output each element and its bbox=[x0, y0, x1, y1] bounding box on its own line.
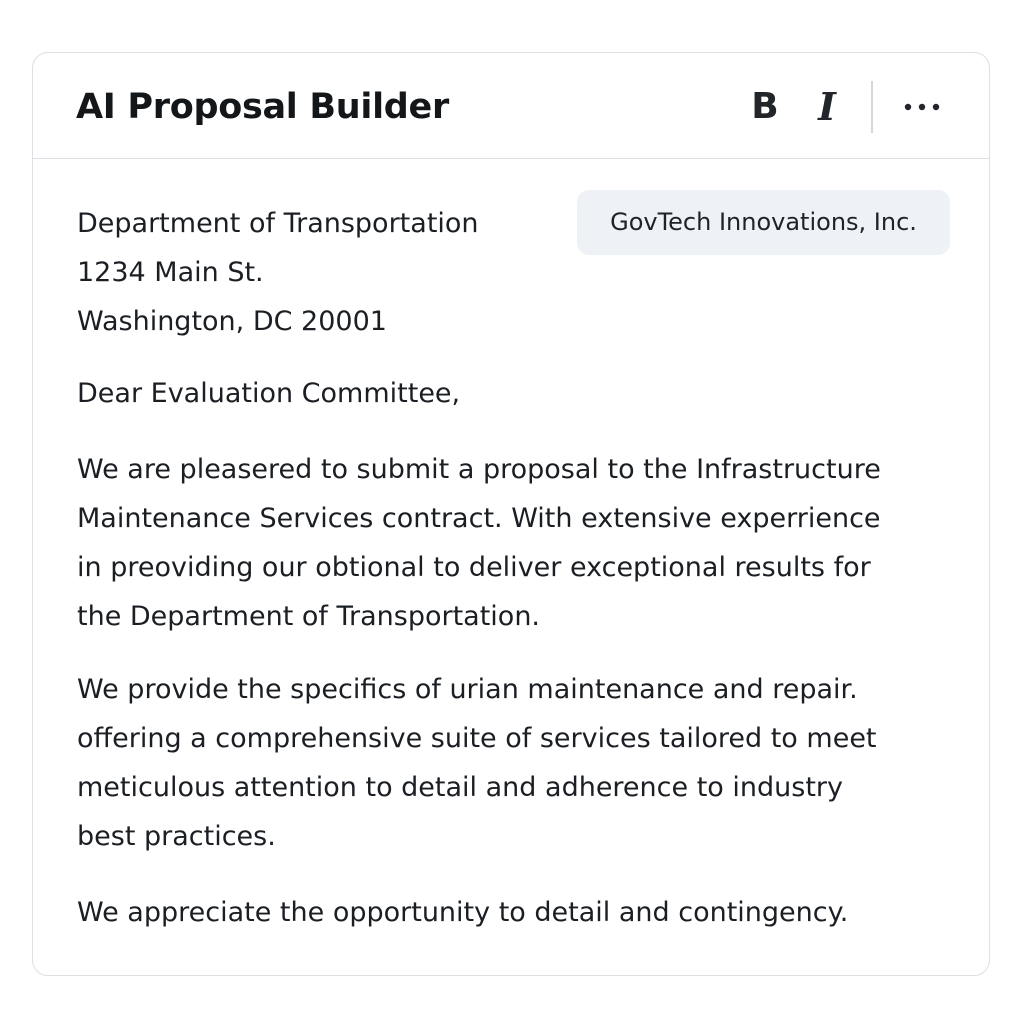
proposal-editor-card bbox=[32, 52, 990, 976]
page-title: AI Proposal Builder bbox=[76, 87, 449, 127]
more-horizontal-icon bbox=[899, 89, 945, 125]
paragraph-line: meticulous attention to detail and adherence to industry bbox=[77, 772, 843, 803]
paragraph-services[interactable] bbox=[77, 665, 877, 861]
paragraph-closing[interactable] bbox=[77, 888, 848, 937]
paragraph-line: offering a comprehensive suite of services tailored to meet bbox=[77, 723, 877, 754]
italic-button[interactable]: I bbox=[809, 81, 845, 131]
paragraph-line: We provide the specifics of urian maintenance and repair. bbox=[77, 674, 858, 705]
toolbar-divider bbox=[871, 81, 873, 133]
paragraph-line: Maintenance Services contract. With extensive experrience bbox=[77, 503, 881, 534]
recipient-name: Department of Transportation bbox=[77, 208, 479, 239]
salutation: Dear Evaluation Committee, bbox=[77, 378, 461, 409]
editor-header bbox=[33, 53, 989, 159]
paragraph-line: the Department of Transportation. bbox=[77, 601, 541, 632]
recipient-city: Washington, DC 20001 bbox=[77, 306, 387, 337]
paragraph-line: We are pleasered to submit a proposal to the Infrastructure bbox=[77, 454, 881, 485]
paragraph-intro[interactable] bbox=[77, 445, 881, 641]
paragraph-line: best practices. bbox=[77, 821, 276, 852]
paragraph-line: in preoviding our obtional to deliver exceptional results for bbox=[77, 552, 871, 583]
more-options-button[interactable] bbox=[899, 89, 945, 125]
recipient-street: 1234 Main St. bbox=[77, 257, 264, 288]
recipient-address bbox=[77, 199, 479, 346]
paragraph-line: We appreciate the opportunity to detail and contingency. bbox=[77, 897, 849, 928]
company-badge[interactable]: GovTech Innovations, Inc. bbox=[577, 190, 950, 255]
bold-button[interactable]: B bbox=[745, 81, 785, 131]
